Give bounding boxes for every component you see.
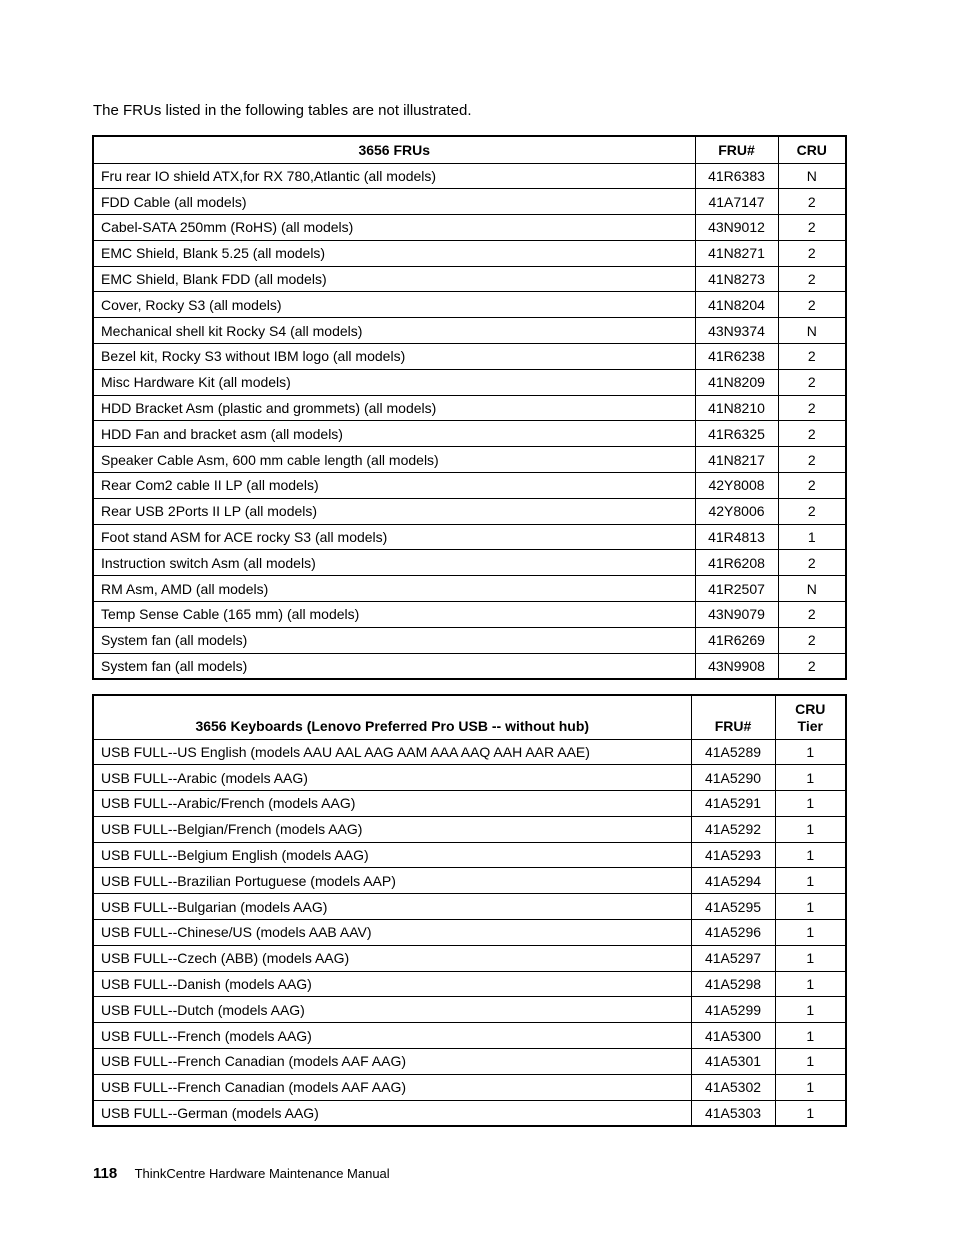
cru-value: 2	[778, 266, 846, 292]
table-row	[93, 318, 846, 344]
cru-value: N	[778, 318, 846, 344]
cru-value: 2	[778, 421, 846, 447]
table-row	[93, 971, 846, 997]
table-row	[93, 653, 846, 679]
part-description: Rear Com2 cable II LP (all models)	[93, 473, 695, 499]
cru-value: N	[778, 576, 846, 602]
intro-text: The FRUs listed in the following tables are not illustrated.	[93, 102, 472, 119]
table-header-row	[93, 695, 846, 739]
cru-value: 2	[778, 292, 846, 318]
fru-number: 41A5296	[691, 920, 775, 946]
cru-value: 2	[778, 240, 846, 266]
fru-number: 41R4813	[695, 524, 778, 550]
cru-value: 1	[775, 739, 846, 765]
cru-value: 2	[778, 498, 846, 524]
fru-number: 41A5294	[691, 868, 775, 894]
cru-value: 2	[778, 344, 846, 370]
cru-value: 1	[775, 842, 846, 868]
table-row	[93, 524, 846, 550]
part-description: EMC Shield, Blank FDD (all models)	[93, 266, 695, 292]
part-description: USB FULL--Belgian/French (models AAG)	[93, 816, 691, 842]
header-description: 3656 FRUs	[93, 136, 695, 163]
cru-value: 1	[775, 945, 846, 971]
cru-value: 1	[775, 765, 846, 791]
fru-number: 43N9079	[695, 602, 778, 628]
table-row	[93, 739, 846, 765]
page-footer	[93, 1165, 390, 1183]
cru-value: 1	[775, 920, 846, 946]
part-description: USB FULL--Dutch (models AAG)	[93, 997, 691, 1023]
fru-number: 41A5303	[691, 1100, 775, 1126]
part-description: System fan (all models)	[93, 627, 695, 653]
fru-number: 43N9012	[695, 215, 778, 241]
fru-number: 41A5298	[691, 971, 775, 997]
part-description: Speaker Cable Asm, 600 mm cable length (all models)	[93, 447, 695, 473]
cru-value: 1	[775, 868, 846, 894]
fru-number: 41N8209	[695, 369, 778, 395]
table-row	[93, 945, 846, 971]
keyboard-table-body	[93, 739, 846, 1126]
part-description: USB FULL--Arabic (models AAG)	[93, 765, 691, 791]
part-description: Foot stand ASM for ACE rocky S3 (all models)	[93, 524, 695, 550]
part-description: Misc Hardware Kit (all models)	[93, 369, 695, 395]
fru-number: 41N8217	[695, 447, 778, 473]
fru-number: 41N8273	[695, 266, 778, 292]
fru-number: 42Y8006	[695, 498, 778, 524]
header-fru-number: FRU#	[695, 136, 778, 163]
cru-value: 1	[775, 997, 846, 1023]
table-row	[93, 266, 846, 292]
cru-value: 2	[778, 189, 846, 215]
part-description: Fru rear IO shield ATX,for RX 780,Atlantic (all models)	[93, 163, 695, 189]
table-row	[93, 602, 846, 628]
cru-value: 1	[775, 1049, 846, 1075]
table-row	[93, 576, 846, 602]
cru-value: 1	[775, 1023, 846, 1049]
table-row	[93, 473, 846, 499]
table-row	[93, 447, 846, 473]
fru-number: 41A5290	[691, 765, 775, 791]
part-description: USB FULL--German (models AAG)	[93, 1100, 691, 1126]
fru-number: 41A5300	[691, 1023, 775, 1049]
part-description: USB FULL--French Canadian (models AAF AAG)	[93, 1049, 691, 1075]
cru-value: 1	[775, 971, 846, 997]
table-row	[93, 189, 846, 215]
table-row	[93, 920, 846, 946]
cru-value: 2	[778, 473, 846, 499]
table-row	[93, 765, 846, 791]
cru-value: 1	[778, 524, 846, 550]
table-row	[93, 240, 846, 266]
fru-number: 41A5292	[691, 816, 775, 842]
table-header-row	[93, 136, 846, 163]
part-description: USB FULL--Arabic/French (models AAG)	[93, 791, 691, 817]
cru-value: 1	[775, 1100, 846, 1126]
part-description: HDD Fan and bracket asm (all models)	[93, 421, 695, 447]
fru-number: 41A5299	[691, 997, 775, 1023]
table-row	[93, 344, 846, 370]
fru-number: 41N8204	[695, 292, 778, 318]
header-cru-tier	[775, 695, 846, 739]
cru-value: 2	[778, 602, 846, 628]
fru-number: 41N8271	[695, 240, 778, 266]
fru-table-body	[93, 163, 846, 679]
fru-number: 43N9374	[695, 318, 778, 344]
part-description: Cover, Rocky S3 (all models)	[93, 292, 695, 318]
table-row	[93, 369, 846, 395]
table-row	[93, 1023, 846, 1049]
cru-value: 2	[778, 215, 846, 241]
fru-number: 41A5302	[691, 1074, 775, 1100]
cru-value: 1	[775, 894, 846, 920]
fru-number: 43N9908	[695, 653, 778, 679]
fru-number: 41A5291	[691, 791, 775, 817]
fru-number: 41N8210	[695, 395, 778, 421]
cru-value: 2	[778, 550, 846, 576]
part-description: USB FULL--Bulgarian (models AAG)	[93, 894, 691, 920]
fru-number: 41R6325	[695, 421, 778, 447]
table-row	[93, 894, 846, 920]
part-description: Cabel-SATA 250mm (RoHS) (all models)	[93, 215, 695, 241]
header-cru-tier-label: CRU Tier	[795, 700, 826, 734]
fru-number: 41A5295	[691, 894, 775, 920]
table-row	[93, 997, 846, 1023]
part-description: USB FULL--Czech (ABB) (models AAG)	[93, 945, 691, 971]
fru-number: 41A7147	[695, 189, 778, 215]
part-description: EMC Shield, Blank 5.25 (all models)	[93, 240, 695, 266]
table-row	[93, 1049, 846, 1075]
table-row	[93, 627, 846, 653]
cru-value: 1	[775, 816, 846, 842]
cru-value: 2	[778, 395, 846, 421]
part-description: USB FULL--Belgium English (models AAG)	[93, 842, 691, 868]
keyboard-table	[92, 694, 847, 1127]
table-row	[93, 791, 846, 817]
part-description: Rear USB 2Ports II LP (all models)	[93, 498, 695, 524]
fru-number: 41A5301	[691, 1049, 775, 1075]
part-description: FDD Cable (all models)	[93, 189, 695, 215]
table-row	[93, 395, 846, 421]
part-description: Mechanical shell kit Rocky S4 (all models)	[93, 318, 695, 344]
table-row	[93, 816, 846, 842]
table-row	[93, 498, 846, 524]
header-cru: CRU	[778, 136, 846, 163]
table-row	[93, 1100, 846, 1126]
cru-value: 1	[775, 791, 846, 817]
cru-value: 2	[778, 369, 846, 395]
fru-number: 41R2507	[695, 576, 778, 602]
table-row	[93, 421, 846, 447]
table-row	[93, 868, 846, 894]
part-description: USB FULL--Brazilian Portuguese (models AAP)	[93, 868, 691, 894]
fru-number: 41R6269	[695, 627, 778, 653]
part-description: USB FULL--French Canadian (models AAF AAG)	[93, 1074, 691, 1100]
cru-value: 2	[778, 627, 846, 653]
table-row	[93, 215, 846, 241]
fru-table	[92, 135, 847, 680]
cru-value: 2	[778, 653, 846, 679]
fru-number: 41R6238	[695, 344, 778, 370]
table-row	[93, 292, 846, 318]
part-description: HDD Bracket Asm (plastic and grommets) (all models)	[93, 395, 695, 421]
fru-number: 41R6383	[695, 163, 778, 189]
table-row	[93, 1074, 846, 1100]
cru-value: 2	[778, 447, 846, 473]
part-description: Instruction switch Asm (all models)	[93, 550, 695, 576]
table-row	[93, 842, 846, 868]
header-fru-number: FRU#	[691, 695, 775, 739]
part-description: USB FULL--French (models AAG)	[93, 1023, 691, 1049]
part-description: RM Asm, AMD (all models)	[93, 576, 695, 602]
part-description: USB FULL--Danish (models AAG)	[93, 971, 691, 997]
fru-number: 41R6208	[695, 550, 778, 576]
cru-value: 1	[775, 1074, 846, 1100]
part-description: USB FULL--US English (models AAU AAL AAG AAM AAA AAQ AAH AAR AAE)	[93, 739, 691, 765]
part-description: USB FULL--Chinese/US (models AAB AAV)	[93, 920, 691, 946]
part-description: Temp Sense Cable (165 mm) (all models)	[93, 602, 695, 628]
cru-value: N	[778, 163, 846, 189]
manual-title: ThinkCentre Hardware Maintenance Manual	[134, 1166, 390, 1181]
header-description: 3656 Keyboards (Lenovo Preferred Pro USB -- without hub)	[93, 695, 691, 739]
fru-number: 41A5293	[691, 842, 775, 868]
table-row	[93, 163, 846, 189]
part-description: System fan (all models)	[93, 653, 695, 679]
fru-number: 42Y8008	[695, 473, 778, 499]
fru-number: 41A5297	[691, 945, 775, 971]
table-row	[93, 550, 846, 576]
part-description: Bezel kit, Rocky S3 without IBM logo (all models)	[93, 344, 695, 370]
fru-number: 41A5289	[691, 739, 775, 765]
page-number: 118	[93, 1165, 118, 1182]
